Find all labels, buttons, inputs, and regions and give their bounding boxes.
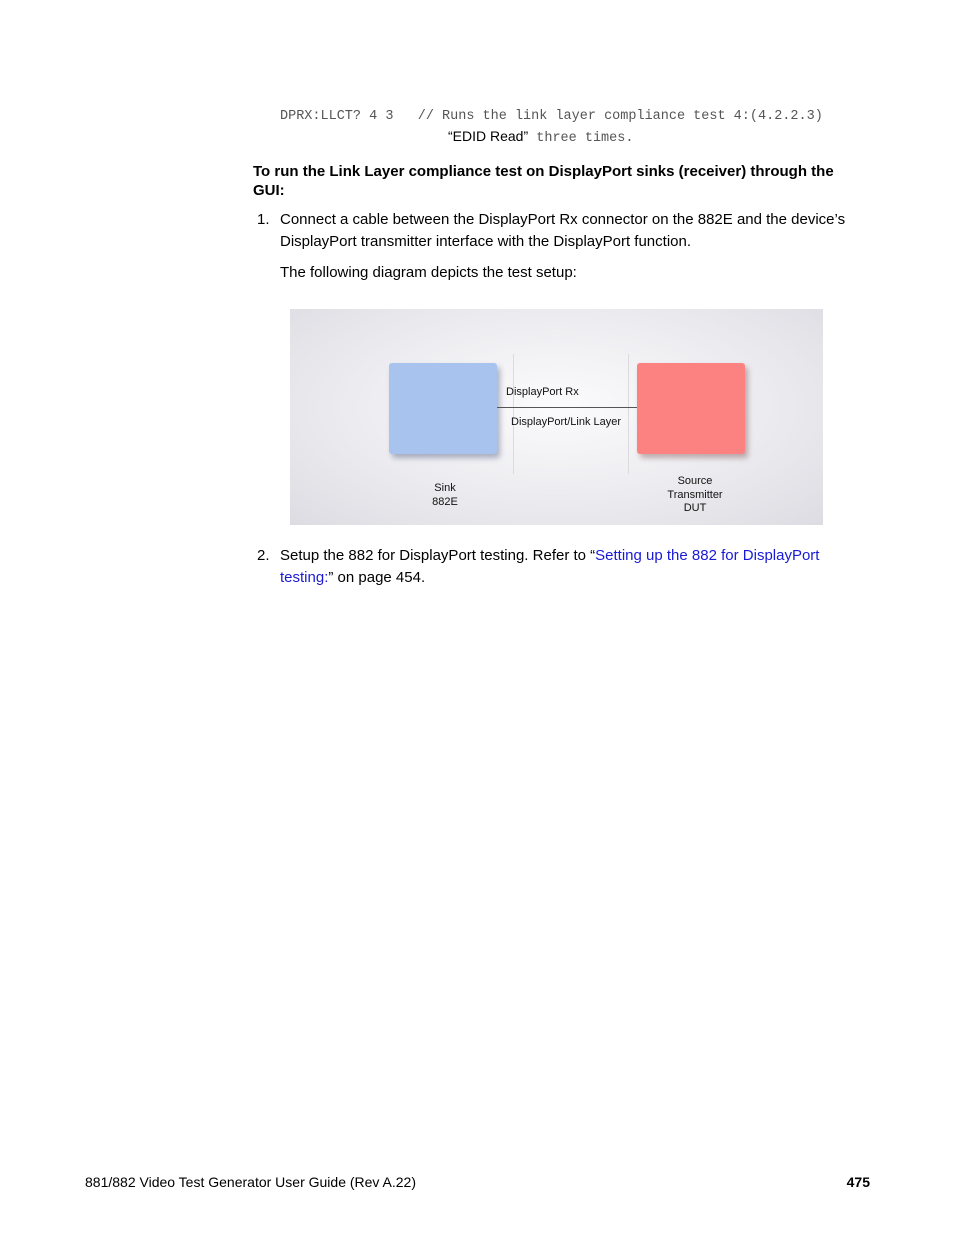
code-example-line-2 xyxy=(448,128,633,146)
source-box xyxy=(637,363,745,454)
code-command: DPRX:LLCT? 4 3 xyxy=(280,109,394,124)
procedure-heading: To run the Link Layer compliance test on DisplayPort sinks (receiver) through the GUI: xyxy=(253,163,834,199)
diagram-intro: The following diagram depicts the test setup: xyxy=(280,264,577,281)
footer-title: 881/882 Video Test Generator User Guide (Rev A.22) xyxy=(85,1174,417,1190)
source-label-line-3: DUT xyxy=(683,502,707,514)
sink-box xyxy=(389,363,497,454)
step-2-text-after: ” on page 454. xyxy=(328,569,426,586)
step-1-text: Connect a cable between the DisplayPort Rx connector on the 882E and the device’s DisplayPort transmitter interface with the DisplayPort function. xyxy=(280,211,846,250)
diagram-divider-right xyxy=(628,354,629,474)
sink-label xyxy=(403,482,487,509)
step-2-number: 2. xyxy=(257,547,270,564)
code-comment: // Runs the link layer compliance test 4:(4.2.2.3) xyxy=(417,109,823,124)
step-1-number: 1. xyxy=(257,211,270,228)
connection-label-bottom: DisplayPort/Link Layer xyxy=(511,416,622,428)
step-2-text-before: Setup the 882 for DisplayPort testing. Refer to “ xyxy=(280,547,596,564)
source-label-line-2: Transmitter xyxy=(667,488,723,501)
test-setup-diagram xyxy=(290,309,823,525)
source-label xyxy=(645,475,745,516)
connection-label-top: DisplayPort Rx xyxy=(506,386,579,398)
sink-label-line-1: Sink xyxy=(434,482,456,494)
code-quoted-text: “EDID Read” xyxy=(448,128,529,144)
setting-up-displayport-link[interactable]: Setting up the 882 for DisplayPort testing: xyxy=(280,547,820,586)
sink-label-line-2: 882E xyxy=(432,495,458,508)
step-2 xyxy=(257,545,869,589)
step-1 xyxy=(257,209,869,253)
diagram-divider-left xyxy=(513,354,514,474)
connection-line xyxy=(497,407,637,408)
source-label-line-1: Source xyxy=(677,475,713,487)
code-continuation: three times. xyxy=(536,131,634,146)
code-example-line-1 xyxy=(280,109,823,124)
step-2-text xyxy=(280,545,869,589)
page-number: 475 xyxy=(846,1174,870,1190)
